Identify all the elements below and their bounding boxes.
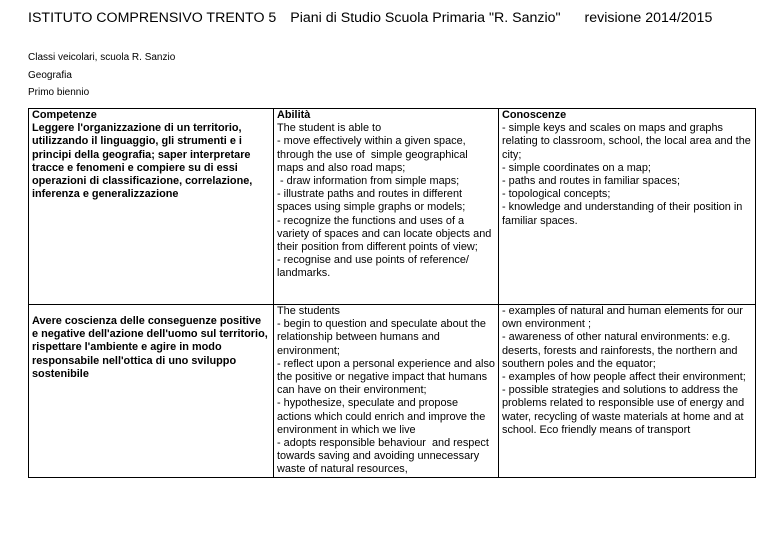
abilita-line: - recognise and use points of reference/ landmarks. bbox=[277, 254, 472, 280]
abilita-cell bbox=[274, 305, 499, 478]
curriculum-table bbox=[28, 108, 756, 478]
conoscenze-line: - topological concepts; bbox=[502, 188, 611, 201]
conoscenze-line: - simple keys and scales on maps and graphs relating to classroom, school, the local area and the city; bbox=[502, 122, 754, 161]
conoscenze-cell bbox=[499, 109, 756, 305]
competenze-text: Avere coscienza delle conseguenze positive e negative dell'azione dell'uomo sul territorio, rispettare l'ambiente e agire in modo responsabile nell'ottica di uno sviluppo sostenibile bbox=[32, 315, 268, 380]
competenze-cell bbox=[29, 109, 274, 305]
conoscenze-line: - examples of natural and human elements for our own environment ; bbox=[502, 305, 746, 331]
school-name: ISTITUTO COMPRENSIVO TRENTO 5 bbox=[28, 10, 277, 26]
competenze-cell bbox=[29, 305, 274, 478]
abilita-line: - hypothesize, speculate and propose actions which could enrich and improve the environment in which we live bbox=[277, 397, 489, 436]
competenze-heading: Competenze bbox=[32, 109, 97, 121]
abilita-line: - recognize the functions and uses of a variety of spaces and can locate objects and their position from different points of view; bbox=[277, 214, 495, 254]
abilita-line: - move effectively within a given space, through the use of simple geographical maps and also road maps; bbox=[277, 135, 471, 174]
class-line: Classi veicolari, scuola R. Sanzio bbox=[28, 52, 176, 63]
abilita-line: - illustrate paths and routes in different spaces using simple graphs or models; bbox=[277, 188, 466, 214]
conoscenze-line: - possible strategies and solutions to address the problems related to responsible use of energy and water, recycling of waste materials at home and at school. Eco friendly means of transport bbox=[502, 384, 748, 436]
conoscenze-line: - simple coordinates on a map; bbox=[502, 161, 651, 174]
abilita-line: - reflect upon a personal experience and also the positive or negative impact that humans can have on their environment; bbox=[277, 357, 498, 397]
subject-line: Geografia bbox=[28, 70, 72, 81]
level-line: Primo biennio bbox=[28, 87, 90, 98]
abilita-line: The students bbox=[277, 305, 340, 317]
table-row bbox=[29, 109, 756, 305]
conoscenze-line: - examples of how people affect their environment; bbox=[502, 371, 746, 384]
table-row bbox=[29, 305, 756, 478]
revision-label: revisione 2014/2015 bbox=[584, 10, 713, 26]
abilita-line: - draw information from simple maps; bbox=[277, 175, 460, 188]
abilita-cell bbox=[274, 109, 499, 305]
abilita-heading: Abilità bbox=[277, 109, 311, 121]
abilita-line: - begin to question and speculate about the relationship between humans and environment; bbox=[277, 318, 489, 357]
competenze-text: Leggere l'organizzazione di un territorio, utilizzando il linguaggio, gli strumenti e i principi della geografia; saper interpretare tracce e fenomeni e compiere su di essi operazioni di classificazione, correlazione, inferenza e generalizzazione bbox=[32, 122, 253, 201]
document-header bbox=[28, 10, 748, 26]
conoscenze-heading: Conoscenze bbox=[502, 109, 567, 121]
conoscenze-line: - paths and routes in familiar spaces; bbox=[502, 175, 680, 188]
conoscenze-cell bbox=[499, 305, 756, 478]
abilita-line: - adopts responsible behaviour and respect towards saving and avoiding unnecessary waste of natural resources, bbox=[277, 437, 492, 476]
plan-title: Piani di Studio Scuola Primaria "R. Sanzio" bbox=[290, 10, 561, 26]
conoscenze-line: - knowledge and understanding of their position in familiar spaces. bbox=[502, 201, 746, 227]
conoscenze-line: - awareness of other natural environments: e.g. deserts, forests and rainforests, the northern and southern poles and the equator; bbox=[502, 331, 741, 370]
abilita-line: The student is able to bbox=[277, 122, 382, 135]
